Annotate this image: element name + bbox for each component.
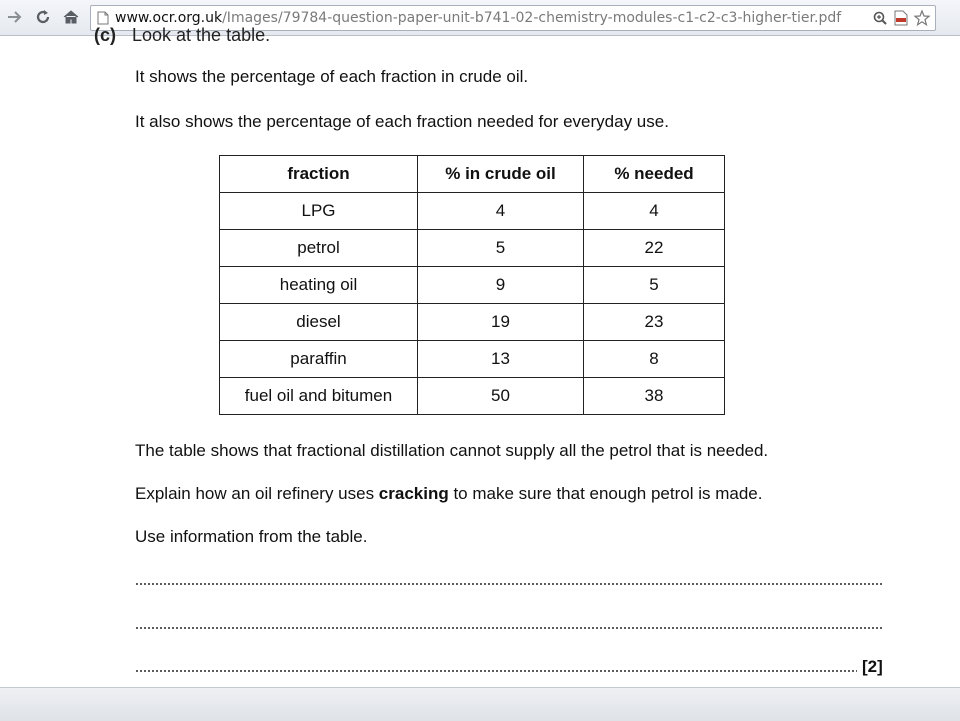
fractions-table	[219, 155, 725, 415]
table-header-cell: % needed	[584, 156, 725, 193]
pdf-icon[interactable]	[892, 9, 910, 27]
table-header-cell: % in crude oil	[418, 156, 584, 193]
answer-line[interactable]	[135, 582, 883, 586]
needed-cell: 8	[584, 341, 725, 378]
fraction-cell: paraffin	[220, 341, 418, 378]
needed-cell: 4	[584, 193, 725, 230]
table-row	[220, 230, 725, 267]
answer-line[interactable]	[135, 626, 883, 630]
explain-text	[135, 484, 762, 504]
home-icon[interactable]	[60, 6, 82, 28]
table-header-cell: fraction	[220, 156, 418, 193]
star-icon[interactable]	[913, 9, 931, 27]
table-row	[220, 341, 725, 378]
fraction-cell: LPG	[220, 193, 418, 230]
pdf-page	[0, 25, 960, 687]
fraction-cell: diesel	[220, 304, 418, 341]
question-heading-text: Look at the table.	[132, 25, 271, 45]
zoom-icon[interactable]	[871, 9, 889, 27]
crude-oil-cell: 4	[418, 193, 584, 230]
window-bottom-edge	[0, 687, 960, 721]
needed-cell: 38	[584, 378, 725, 415]
crude-oil-cell: 13	[418, 341, 584, 378]
explain-after: to make sure that enough petrol is made.	[448, 484, 763, 503]
question-heading	[94, 25, 270, 46]
url-path: /Images/79784-question-paper-unit-b741-02-chemistry-modules-c1-c2-c3-higher-tier.pdf	[222, 10, 842, 26]
explain-bold: cracking	[378, 484, 449, 503]
fraction-cell: petrol	[220, 230, 418, 267]
table-row	[220, 193, 725, 230]
crude-oil-cell: 9	[418, 267, 584, 304]
fraction-cell: heating oil	[220, 267, 418, 304]
table-row	[220, 304, 725, 341]
intro-line-1: It shows the percentage of each fraction in crude oil.	[135, 67, 529, 86]
table-row	[220, 378, 725, 415]
url-host: www.ocr.org.uk	[115, 10, 223, 26]
crude-oil-cell: 5	[418, 230, 584, 267]
crude-oil-cell: 19	[418, 304, 584, 341]
explain-before: Explain how an oil refinery uses	[135, 484, 379, 503]
reload-icon[interactable]	[32, 6, 54, 28]
use-info-text: Use information from the table.	[135, 527, 368, 546]
conclusion-text: The table shows that fractional distillation cannot supply all the petrol that is needed.	[135, 441, 769, 460]
forward-icon[interactable]	[4, 6, 26, 28]
intro-line-2: It also shows the percentage of each fraction needed for everyday use.	[135, 112, 669, 131]
needed-cell: 23	[584, 304, 725, 341]
needed-cell: 22	[584, 230, 725, 267]
marks-label: [2]	[862, 657, 883, 676]
table-row	[220, 267, 725, 304]
fraction-cell: fuel oil and bitumen	[220, 378, 418, 415]
question-number: (c)	[94, 25, 116, 45]
table-header-row	[220, 156, 725, 193]
answer-line[interactable]	[135, 669, 857, 673]
crude-oil-cell: 50	[418, 378, 584, 415]
needed-cell: 5	[584, 267, 725, 304]
